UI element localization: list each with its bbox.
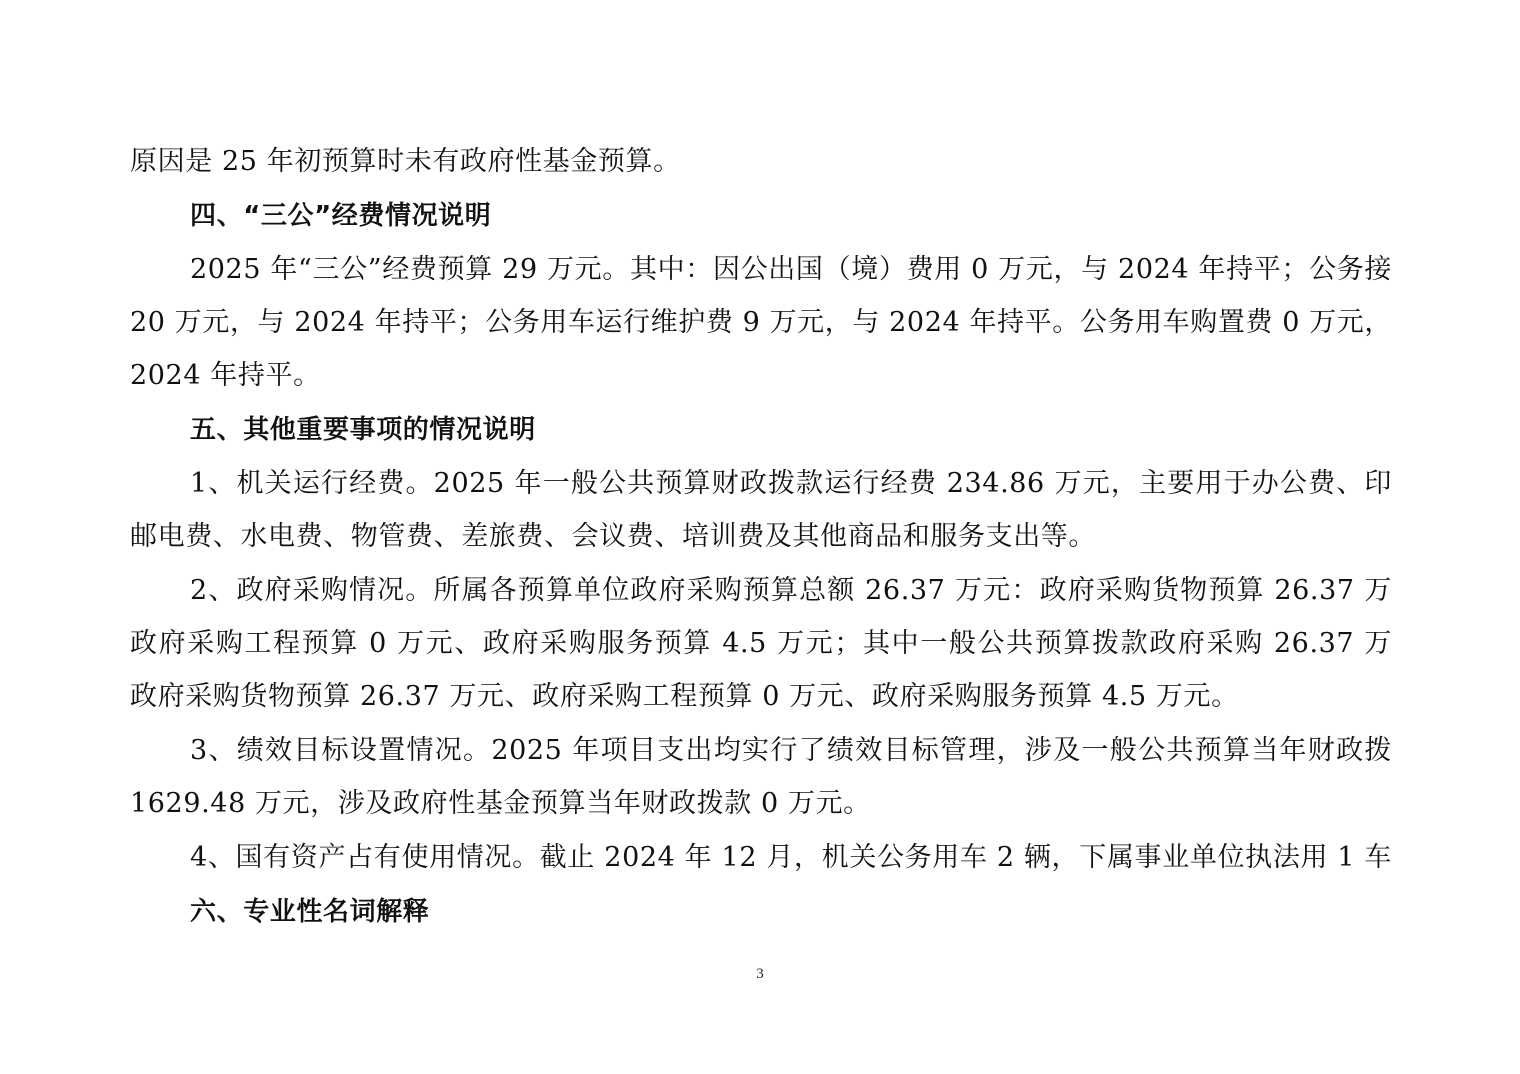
paragraph-line: 原因是 25 年初预算时未有政府性基金预算。 <box>130 146 681 177</box>
paragraph-line: 2024 年持平。 <box>130 360 321 391</box>
section-heading-other-matters: 五、其他重要事项的情况说明 <box>190 415 536 445</box>
section-heading-san-gong: 四、“三公”经费情况说明 <box>190 201 492 231</box>
paragraph-line: 政府采购货物预算 26.37 万元、政府采购工程预算 0 万元、政府采购服务预算 4.5 万元。 <box>130 681 1239 712</box>
paragraph-line: 邮电费、水电费、物管费、差旅费、会议费、培训费及其他商品和服务支出等。 <box>130 521 1096 552</box>
paragraph-line: 3、绩效目标设置情况。2025 年项目支出均实行了绩效目标管理，涉及一般公共预算当年财政拨 <box>190 735 1392 766</box>
paragraph-line: 政府采购工程预算 0 万元、政府采购服务预算 4.5 万元；其中一般公共预算拨款政府采购 26.37 万 <box>130 628 1392 659</box>
paragraph-line: 4、国有资产占有使用情况。截止 2024 年 12 月，机关公务用车 2 辆，下属事业单位执法用 1 车 <box>190 842 1392 873</box>
section-heading-terminology: 六、专业性名词解释 <box>190 897 430 927</box>
paragraph-line: 20 万元，与 2024 年持平；公务用车运行维护费 9 万元，与 2024 年持平。公务用车购置费 0 万元， <box>130 307 1392 338</box>
paragraph-line: 2025 年“三公”经费预算 29 万元。其中：因公出国（境）费用 0 万元，与 2024 年持平；公务接 <box>190 254 1392 285</box>
paragraph-line: 2、政府采购情况。所属各预算单位政府采购预算总额 26.37 万元：政府采购货物预算 26.37 万 <box>190 575 1392 606</box>
paragraph-line: 1629.48 万元，涉及政府性基金预算当年财政拨款 0 万元。 <box>130 788 871 819</box>
page-number: 3 <box>756 966 764 982</box>
paragraph-line: 1、机关运行经费。2025 年一般公共预算财政拨款运行经费 234.86 万元，主要用于办公费、印 <box>190 468 1392 499</box>
